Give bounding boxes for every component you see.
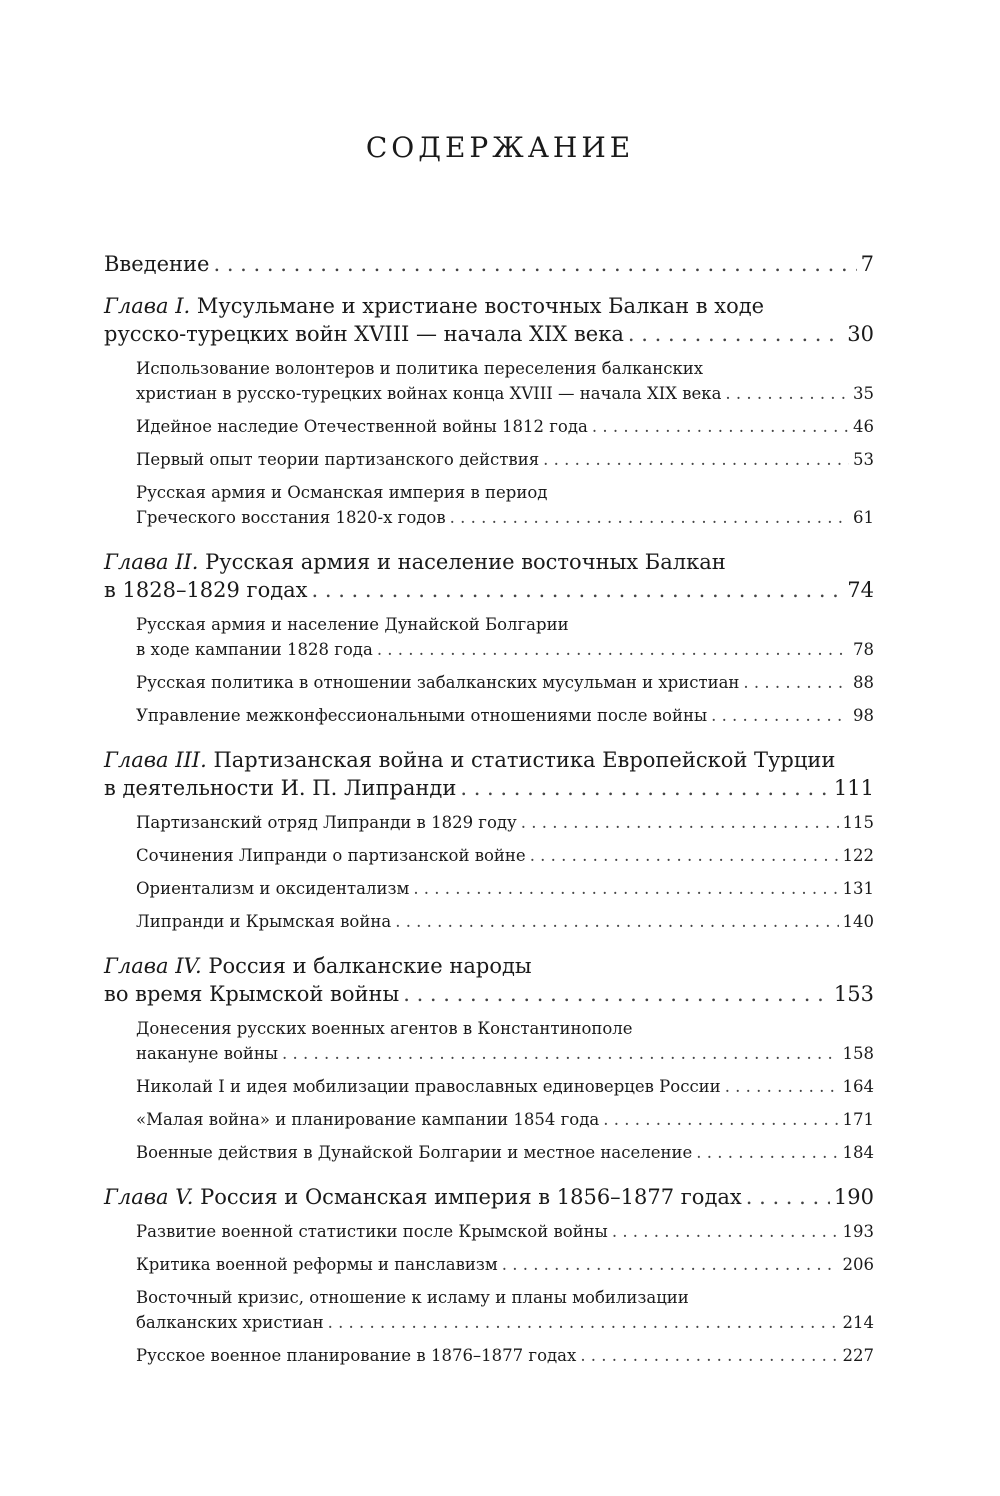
section-page: 184 [842,1143,874,1162]
chapter-page: 30 [847,322,874,346]
dot-leader [213,250,856,278]
section-title: Русское военное планирование в 1876–1877 годах [136,1346,577,1365]
section-page: 88 [853,673,874,692]
chapter-label: Глава III. [104,748,207,772]
dot-leader [377,637,849,662]
dot-leader [746,1183,830,1211]
dot-leader [725,1074,839,1099]
dot-leader [711,703,849,728]
section-page: 158 [842,1044,874,1063]
dot-leader [530,843,839,868]
section-page: 122 [842,846,874,865]
dot-leader [743,670,849,695]
section-title-line2: накануне войны [136,1044,279,1063]
section-page: 164 [842,1077,874,1096]
section-title: Развитие военной статистики после Крымской войны [136,1222,608,1241]
dot-leader [450,505,849,530]
section-title: Партизанский отряд Липранди в 1829 году [136,813,517,832]
dot-leader [395,909,838,934]
dot-leader [628,320,843,348]
dot-leader [413,876,838,901]
section-page: 206 [842,1255,874,1274]
toc-section[interactable] [104,843,874,868]
toc-intro[interactable] [104,250,874,278]
dot-leader [592,414,849,439]
section-title: Николай I и идея мобилизации православных единоверцев России [136,1077,721,1096]
section-title-line1: Русская армия и Османская империя в период [136,483,548,502]
section-page: 140 [842,912,874,931]
section-title: Русская политика в отношении забалканских мусульман и христиан [136,673,740,692]
chapter-label: Глава IV. [104,954,202,978]
chapter-page: 190 [833,1185,874,1209]
section-title: Управление межконфессиональными отношениями после войны [136,706,708,725]
section-title-line2: христиан в русско-турецких войнах конца XVIII — начала XIX века [136,384,722,403]
toc-section[interactable] [104,810,874,835]
toc-chapter-4[interactable] [104,952,874,1008]
section-title: Критика военной реформы и панславизм [136,1255,498,1274]
dot-leader [612,1219,839,1244]
chapter-title-line2: русско-турецких войн XVIII — начала XIX века [104,322,624,346]
toc-section[interactable] [104,1343,874,1368]
section-title-line1: Донесения русских военных агентов в Константинополе [136,1019,633,1038]
toc-section[interactable] [104,876,874,901]
section-title-line1: Восточный кризис, отношение к исламу и планы мобилизации [136,1288,689,1307]
dot-leader [460,774,830,802]
section-page: 227 [842,1346,874,1365]
dot-leader [521,810,839,835]
toc-section[interactable] [104,1016,874,1066]
chapter-label: Глава I. [104,294,191,318]
section-page: 214 [842,1313,874,1332]
toc-section[interactable] [104,447,874,472]
toc-section[interactable] [104,670,874,695]
section-page: 53 [853,450,874,469]
toc-intro-page: 7 [860,252,874,276]
dot-leader [543,447,849,472]
section-page: 35 [853,384,874,403]
chapter-label: Глава V. [104,1185,194,1209]
toc-chapter-3[interactable] [104,746,874,802]
dot-leader [725,381,849,406]
section-title: «Малая война» и планирование кампании 1854 года [136,1110,600,1129]
section-title: Военные действия в Дунайской Болгарии и местное население [136,1143,693,1162]
table-of-contents [104,250,874,1368]
chapter-title-line1: Россия и балканские народы [208,954,532,978]
dot-leader [603,1107,838,1132]
section-title: Идейное наследие Отечественной войны 1812 года [136,417,588,436]
section-title-line1: Использование волонтеров и политика переселения балканских [136,359,704,378]
section-page: 98 [853,706,874,725]
section-title-line2: Греческого восстания 1820-х годов [136,508,446,527]
dot-leader [580,1343,838,1368]
toc-section[interactable] [104,414,874,439]
chapter-title-line2: во время Крымской войны [104,982,400,1006]
toc-section[interactable] [104,909,874,934]
section-title: Липранди и Крымская война [136,912,392,931]
section-page: 46 [853,417,874,436]
chapter-page: 74 [847,578,874,602]
toc-intro-title: Введение [104,252,210,276]
toc-section[interactable] [104,1252,874,1277]
toc-section[interactable] [104,1140,874,1165]
section-title-line2: в ходе кампании 1828 года [136,640,373,659]
chapter-title-line1: Русская армия и население восточных Балкан [205,550,726,574]
page-title: СОДЕРЖАНИЕ [365,130,635,164]
toc-section[interactable] [104,1285,874,1335]
section-page: 193 [842,1222,874,1241]
section-page: 115 [842,813,874,832]
section-page: 171 [842,1110,874,1129]
dot-leader [403,980,830,1008]
toc-section[interactable] [104,1074,874,1099]
section-page: 61 [853,508,874,527]
chapter-page: 153 [833,982,874,1006]
section-title-line2: балканских христиан [136,1313,324,1332]
chapter-title-line2: в деятельности И. П. Липранди [104,776,457,800]
toc-section[interactable] [104,480,874,530]
toc-chapter-2[interactable] [104,548,874,604]
section-page: 78 [853,640,874,659]
section-page: 131 [842,879,874,898]
toc-chapter-5[interactable] [104,1183,874,1211]
toc-section[interactable] [104,1107,874,1132]
toc-section[interactable] [104,356,874,406]
toc-section[interactable] [104,1219,874,1244]
toc-chapter-1[interactable] [104,292,874,348]
dot-leader [502,1252,839,1277]
dot-leader [312,576,844,604]
chapter-title-line1: Партизанская война и статистика Европейской Турции [213,748,836,772]
section-title: Сочинения Липранди о партизанской войне [136,846,526,865]
dot-leader [328,1310,839,1335]
section-title: Ориентализм и оксидентализм [136,879,410,898]
section-title-line1: Русская армия и население Дунайской Болгарии [136,615,569,634]
dot-leader [696,1140,838,1165]
chapter-title-line1: Мусульмане и христиане восточных Балкан в ходе [196,294,765,318]
chapter-label: Глава II. [104,550,199,574]
dot-leader [282,1041,838,1066]
toc-section[interactable] [104,612,874,662]
chapter-title-line2: в 1828–1829 годах [104,578,308,602]
toc-section[interactable] [104,703,874,728]
section-title: Первый опыт теории партизанского действия [136,450,540,469]
chapter-title: Россия и Османская империя в 1856–1877 годах [200,1185,742,1209]
chapter-page: 111 [833,776,874,800]
